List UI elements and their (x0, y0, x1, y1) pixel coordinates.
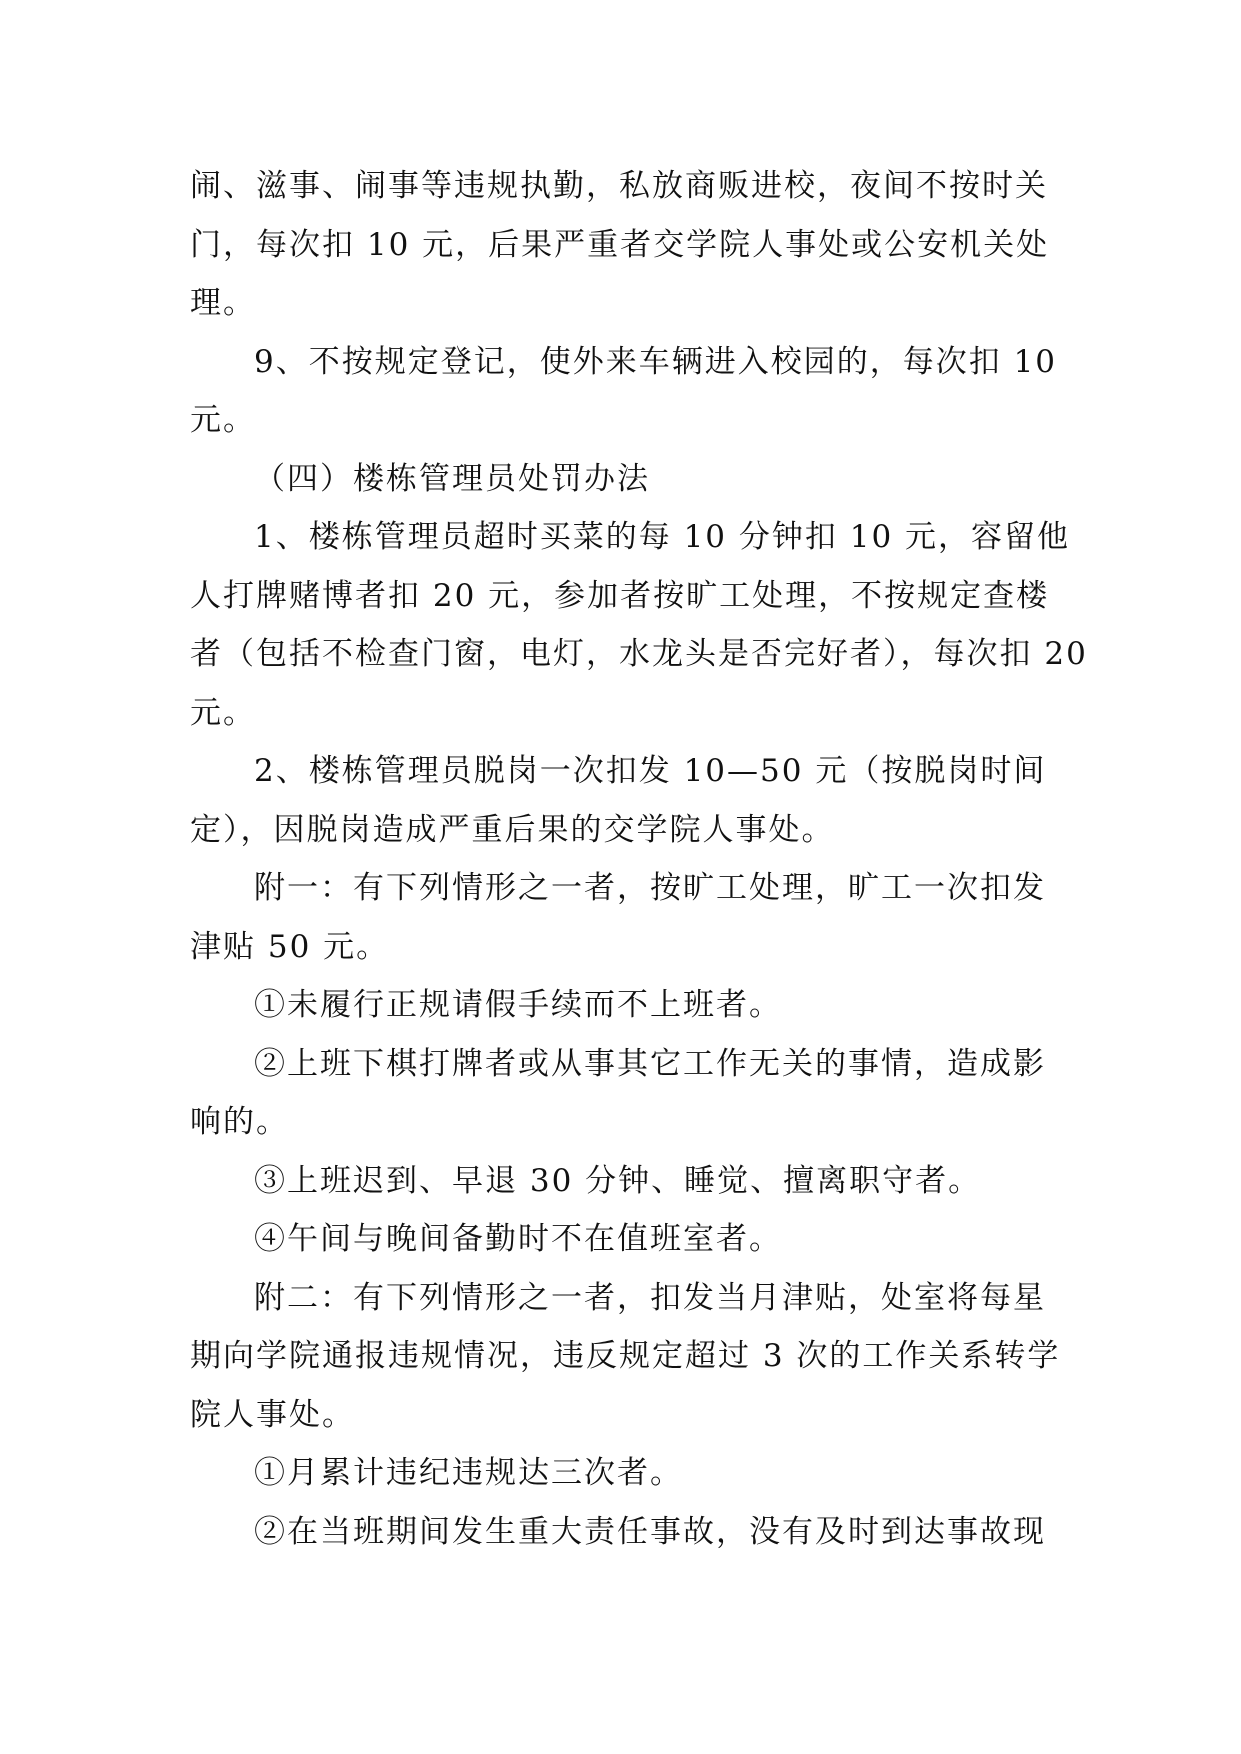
text-line: 院人事处。 (190, 1396, 355, 1433)
list-item: ②在当班期间发生重大责任事故，没有及时到达事故现 (254, 1513, 1046, 1550)
text-line: 期向学院通报违规情况，违反规定超过 3 次的工作关系转学 (190, 1338, 1061, 1374)
text-line: 门，每次扣 10 元，后果严重者交学院人事处或公安机关处 (190, 226, 1050, 263)
text-line: 元。 (190, 402, 256, 438)
list-item: ①未履行正规请假手续而不上班者。 (254, 987, 782, 1023)
document-body (190, 157, 1088, 1561)
text-line: 闹、滋事、闹事等违规执勤，私放商贩进校，夜间不按时关 (190, 168, 1048, 204)
text-line: 定），因脱岗造成严重后果的交学院人事处。 (190, 811, 835, 848)
text-line: 9、不按规定登记，使外来车辆进入校园的，每次扣 10 (254, 343, 1058, 380)
text-line: 人打牌赌博者扣 20 元，参加者按旷工处理，不按规定查楼 (190, 577, 1050, 614)
text-line: 1、楼栋管理员超时买菜的每 10 分钟扣 10 元，容留他 (254, 519, 1071, 555)
section-heading: （四）楼栋管理员处罚办法 (254, 460, 650, 497)
list-item: ④午间与晚间备勤时不在值班室者。 (254, 1221, 782, 1257)
text-line: 2、楼栋管理员脱岗一次扣发 10—50 元（按脱岗时间 (254, 753, 1047, 789)
list-item: ①月累计违纪违规达三次者。 (254, 1455, 683, 1491)
text-line: 者（包括不检查门窗，电灯，水龙头是否完好者），每次扣 20 (190, 636, 1088, 672)
text-line: 理。 (190, 285, 256, 321)
list-item: ②上班下棋打牌者或从事其它工作无关的事情，造成影 (254, 1045, 1046, 1082)
text-line: 响的。 (190, 1104, 289, 1140)
text-line: 附一：有下列情形之一者，按旷工处理，旷工一次扣发 (254, 870, 1046, 906)
text-line: 津贴 50 元。 (190, 928, 390, 965)
list-item: ③上班迟到、早退 30 分钟、睡觉、擅离职守者。 (254, 1162, 982, 1199)
text-line: 附二：有下列情形之一者，扣发当月津贴，处室将每星 (254, 1279, 1046, 1316)
text-line: 元。 (190, 694, 256, 731)
